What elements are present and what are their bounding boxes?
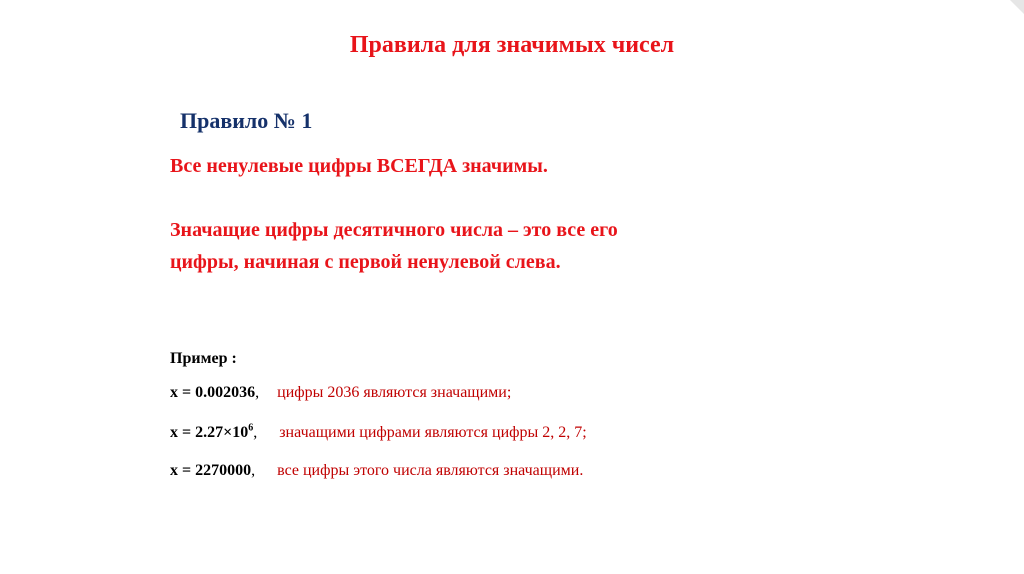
- example-label: Пример :: [170, 350, 237, 367]
- example-separator: ,: [253, 424, 258, 441]
- example-row-3: [170, 462, 583, 480]
- rule-statement-2-line-1: Значащие цифры десятичного числа – это все его: [170, 219, 618, 241]
- example-expression: x = 0.002036: [170, 384, 256, 401]
- example-description: все цифры этого числа являются значащими.: [277, 462, 584, 479]
- rule-statement-2-line-2: цифры, начиная с первой ненулевой слева.: [170, 251, 561, 273]
- example-expression: x = 2.27×10: [170, 424, 249, 441]
- rule-statement-1: Все ненулевые цифры ВСЕГДА значимы.: [170, 155, 548, 177]
- example-row-1: [170, 384, 511, 402]
- example-separator: ,: [255, 384, 260, 401]
- rule-heading: Правило № 1: [180, 108, 313, 133]
- example-exponent: 6: [248, 422, 254, 434]
- example-row-2: [170, 424, 587, 442]
- example-description: значащими цифрами являются цифры 2, 2, 7;: [279, 424, 587, 441]
- slide-title: Правила для значимых чисел: [349, 32, 675, 58]
- example-description: цифры 2036 являются значащими;: [277, 384, 512, 401]
- example-expression: x = 2270000: [170, 462, 252, 479]
- page-corner-decoration: [1010, 0, 1024, 14]
- example-separator: ,: [251, 462, 256, 479]
